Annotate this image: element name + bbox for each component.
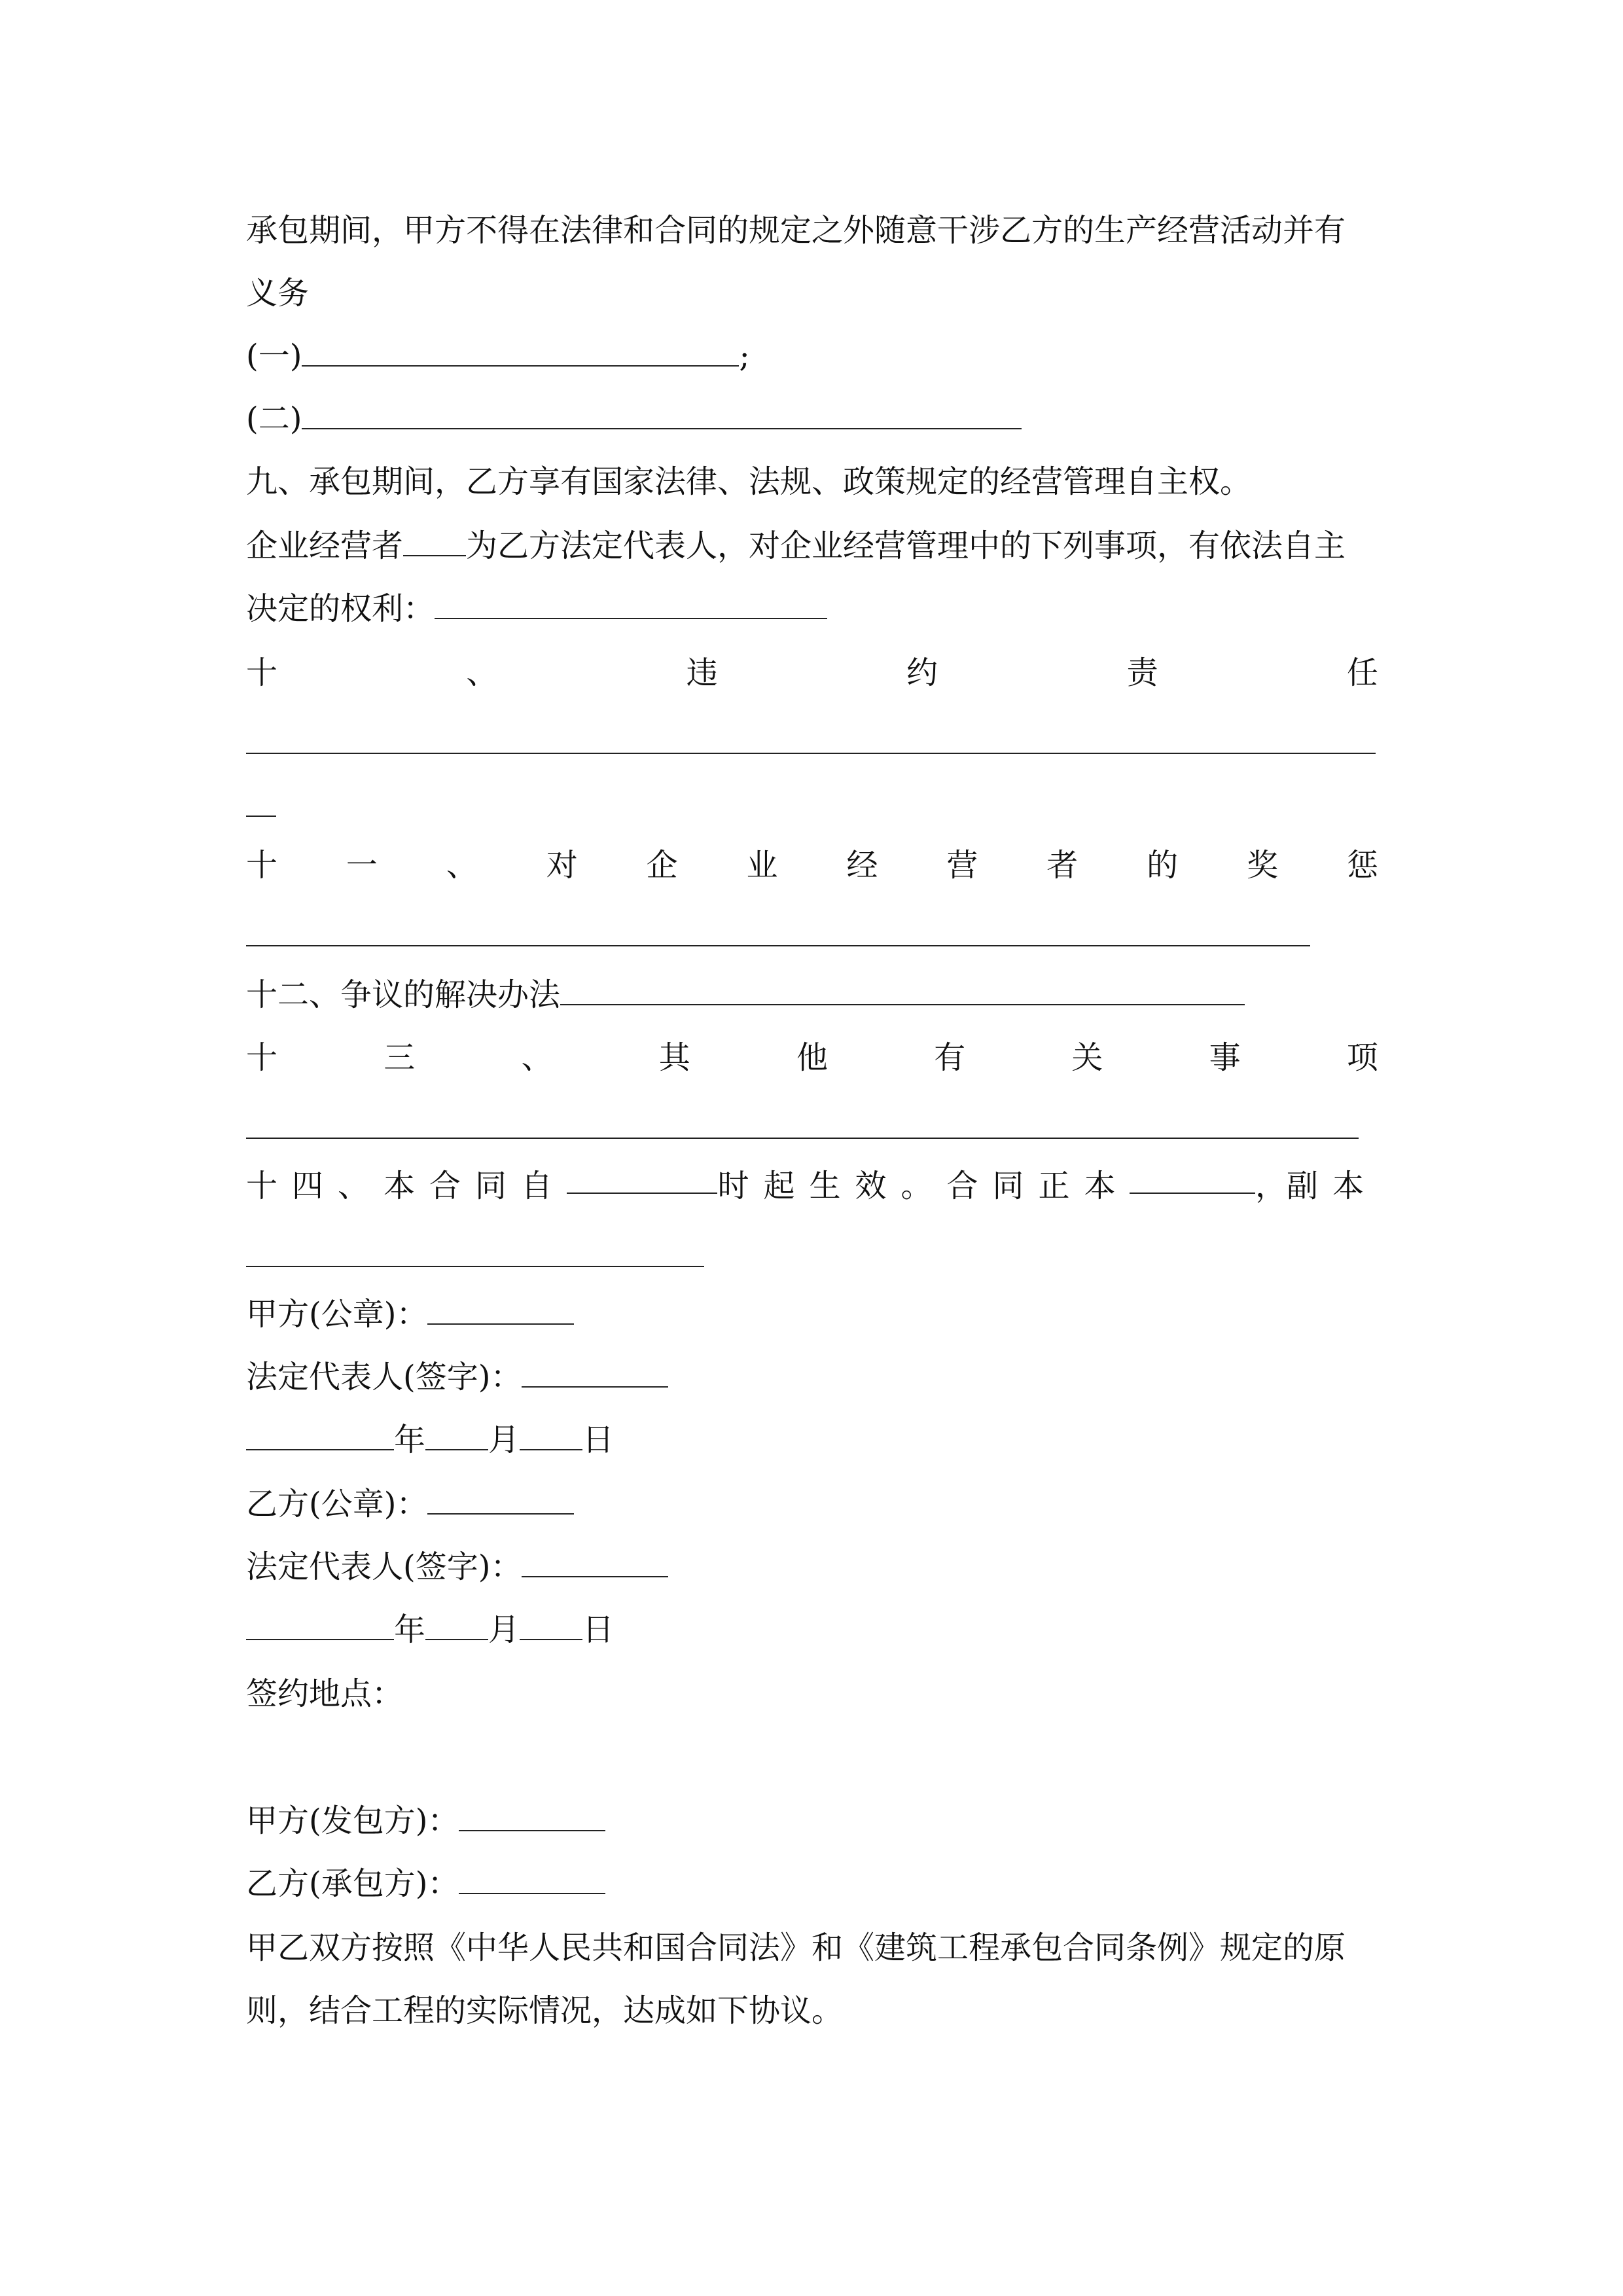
agreement-line1: 甲乙双方按照《中华人民共和国合同法》和《建筑工程承包合同条例》规定的原 <box>246 1929 1346 1966</box>
clause-13-char: 事 <box>1209 1039 1241 1076</box>
manager-rights-label: 决定的权利： <box>246 590 435 627</box>
clause-13-heading <box>246 1038 1378 1077</box>
clause-11-char: 对 <box>546 847 578 884</box>
clause-10-char: 违 <box>686 655 718 691</box>
clause-11-char: 、 <box>446 847 478 884</box>
clause-12-blank[interactable] <box>560 978 1245 1005</box>
party-a-contractor-line <box>246 1801 1378 1840</box>
party-b-rep-label: 法定代表人(签字)： <box>246 1549 522 1585</box>
clause-14 <box>246 1166 1378 1206</box>
item-two-blank[interactable] <box>302 402 1022 429</box>
clause-10-char: 任 <box>1346 655 1378 691</box>
clause-11-char: 者 <box>1046 847 1079 884</box>
clause-11-char: 奖 <box>1247 847 1279 884</box>
item-one-label: (一) <box>246 338 302 374</box>
party-a-seal-line <box>246 1295 1378 1334</box>
item-two-label: (二) <box>246 401 302 437</box>
clause-11-char: 经 <box>846 847 878 884</box>
clause-14-sep: ， <box>1255 1168 1287 1204</box>
party-b-contractor-line <box>246 1864 1378 1903</box>
clause-14-copy-blank[interactable] <box>246 1266 704 1267</box>
year-label: 年 <box>394 1611 426 1648</box>
month-label: 月 <box>488 1422 520 1458</box>
party-b-seal-line <box>246 1484 1378 1524</box>
manager-line1 <box>246 526 1378 565</box>
clause-13-char: 、 <box>521 1039 553 1076</box>
clause-13-blank[interactable] <box>246 1138 1359 1139</box>
clause-14-pre: 十四、本合同自 <box>246 1168 567 1204</box>
party-b-year-blank[interactable] <box>246 1613 394 1640</box>
day-label: 日 <box>582 1611 615 1648</box>
clause-11-char: 一 <box>346 847 378 884</box>
paragraph-obligations-line1: 承包期间，甲方不得在法律和合同的规定之外随意干涉乙方的生产经营活动并有 <box>246 212 1346 249</box>
party-a-year-blank[interactable] <box>246 1423 394 1450</box>
manager-name-blank[interactable] <box>403 529 466 556</box>
clause-10-blank-tail[interactable] <box>246 816 276 817</box>
clause-10-char: 、 <box>466 655 498 691</box>
clause-10-char: 约 <box>906 655 938 691</box>
clause-11-char: 惩 <box>1346 847 1378 884</box>
agreement-line2: 则，结合工程的实际情况，达成如下协议。 <box>246 1992 844 2029</box>
clause-13-char: 有 <box>934 1039 966 1076</box>
day-label: 日 <box>582 1422 615 1458</box>
party-b-rep-line <box>246 1547 1378 1587</box>
party-b-contractor-label: 乙方(承包方)： <box>246 1865 459 1902</box>
party-a-month-blank[interactable] <box>425 1423 488 1450</box>
clause-11-char: 企 <box>646 847 678 884</box>
clause-14-mid: 时起生效。合同正本 <box>717 1168 1130 1204</box>
clause-14-effective-blank[interactable] <box>567 1166 717 1194</box>
manager-rights-blank[interactable] <box>435 592 827 619</box>
paragraph-obligations-line2: 义务 <box>246 275 310 312</box>
clause-13-char: 十 <box>246 1039 278 1076</box>
clause-12-label: 十二、争议的解决办法 <box>246 977 561 1013</box>
month-label: 月 <box>488 1611 520 1648</box>
party-a-date-line <box>246 1420 1378 1460</box>
clause-13-char: 关 <box>1071 1039 1103 1076</box>
clause-9: 九、承包期间，乙方享有国家法律、法规、政策规定的经营管理自主权。 <box>246 463 1252 500</box>
party-b-seal-label: 乙方(公章)： <box>246 1486 428 1522</box>
clause-10-heading <box>246 653 1378 692</box>
sign-place: 签约地点： <box>246 1676 404 1712</box>
clause-13-char: 三 <box>383 1039 416 1076</box>
clause-14-post: 副本 <box>1286 1168 1378 1204</box>
party-a-rep-line <box>246 1357 1378 1397</box>
clause-10-blank[interactable] <box>246 753 1376 754</box>
item-one-end: ; <box>739 338 750 374</box>
party-b-date-line <box>246 1610 1378 1649</box>
party-a-rep-label: 法定代表人(签字)： <box>246 1359 522 1395</box>
party-a-seal-blank[interactable] <box>427 1297 574 1325</box>
clause-11-char: 营 <box>946 847 978 884</box>
item-one <box>246 336 1378 376</box>
party-a-contractor-label: 甲方(发包方)： <box>246 1803 459 1839</box>
party-a-seal-label: 甲方(公章)： <box>246 1296 428 1333</box>
clause-11-blank[interactable] <box>246 945 1310 946</box>
party-b-seal-blank[interactable] <box>427 1487 574 1515</box>
party-a-day-blank[interactable] <box>520 1423 582 1450</box>
clause-13-char: 其 <box>658 1039 690 1076</box>
manager-line2 <box>246 589 1378 628</box>
year-label: 年 <box>394 1422 426 1458</box>
clause-14-original-blank[interactable] <box>1130 1166 1255 1194</box>
party-a-rep-blank[interactable] <box>522 1360 668 1388</box>
clause-11-char: 业 <box>746 847 778 884</box>
party-a-contractor-blank[interactable] <box>459 1804 605 1831</box>
item-one-blank[interactable] <box>302 339 739 367</box>
party-b-contractor-blank[interactable] <box>459 1867 605 1894</box>
party-b-month-blank[interactable] <box>425 1613 488 1640</box>
clause-11-char: 十 <box>246 847 278 884</box>
item-two <box>246 399 1378 439</box>
clause-11-char: 的 <box>1147 847 1179 884</box>
party-b-day-blank[interactable] <box>520 1613 582 1640</box>
clause-10-char: 责 <box>1126 655 1158 691</box>
clause-13-char: 项 <box>1346 1039 1378 1076</box>
manager-label: 企业经营者 <box>246 528 404 564</box>
manager-text: 为乙方法定代表人，对企业经营管理中的下列事项，有依法自主 <box>466 528 1346 564</box>
party-b-rep-blank[interactable] <box>522 1550 668 1577</box>
clause-12 <box>246 975 1378 1014</box>
clause-10-char: 十 <box>246 655 278 691</box>
clause-13-char: 他 <box>796 1039 828 1076</box>
clause-11-heading <box>246 846 1378 885</box>
